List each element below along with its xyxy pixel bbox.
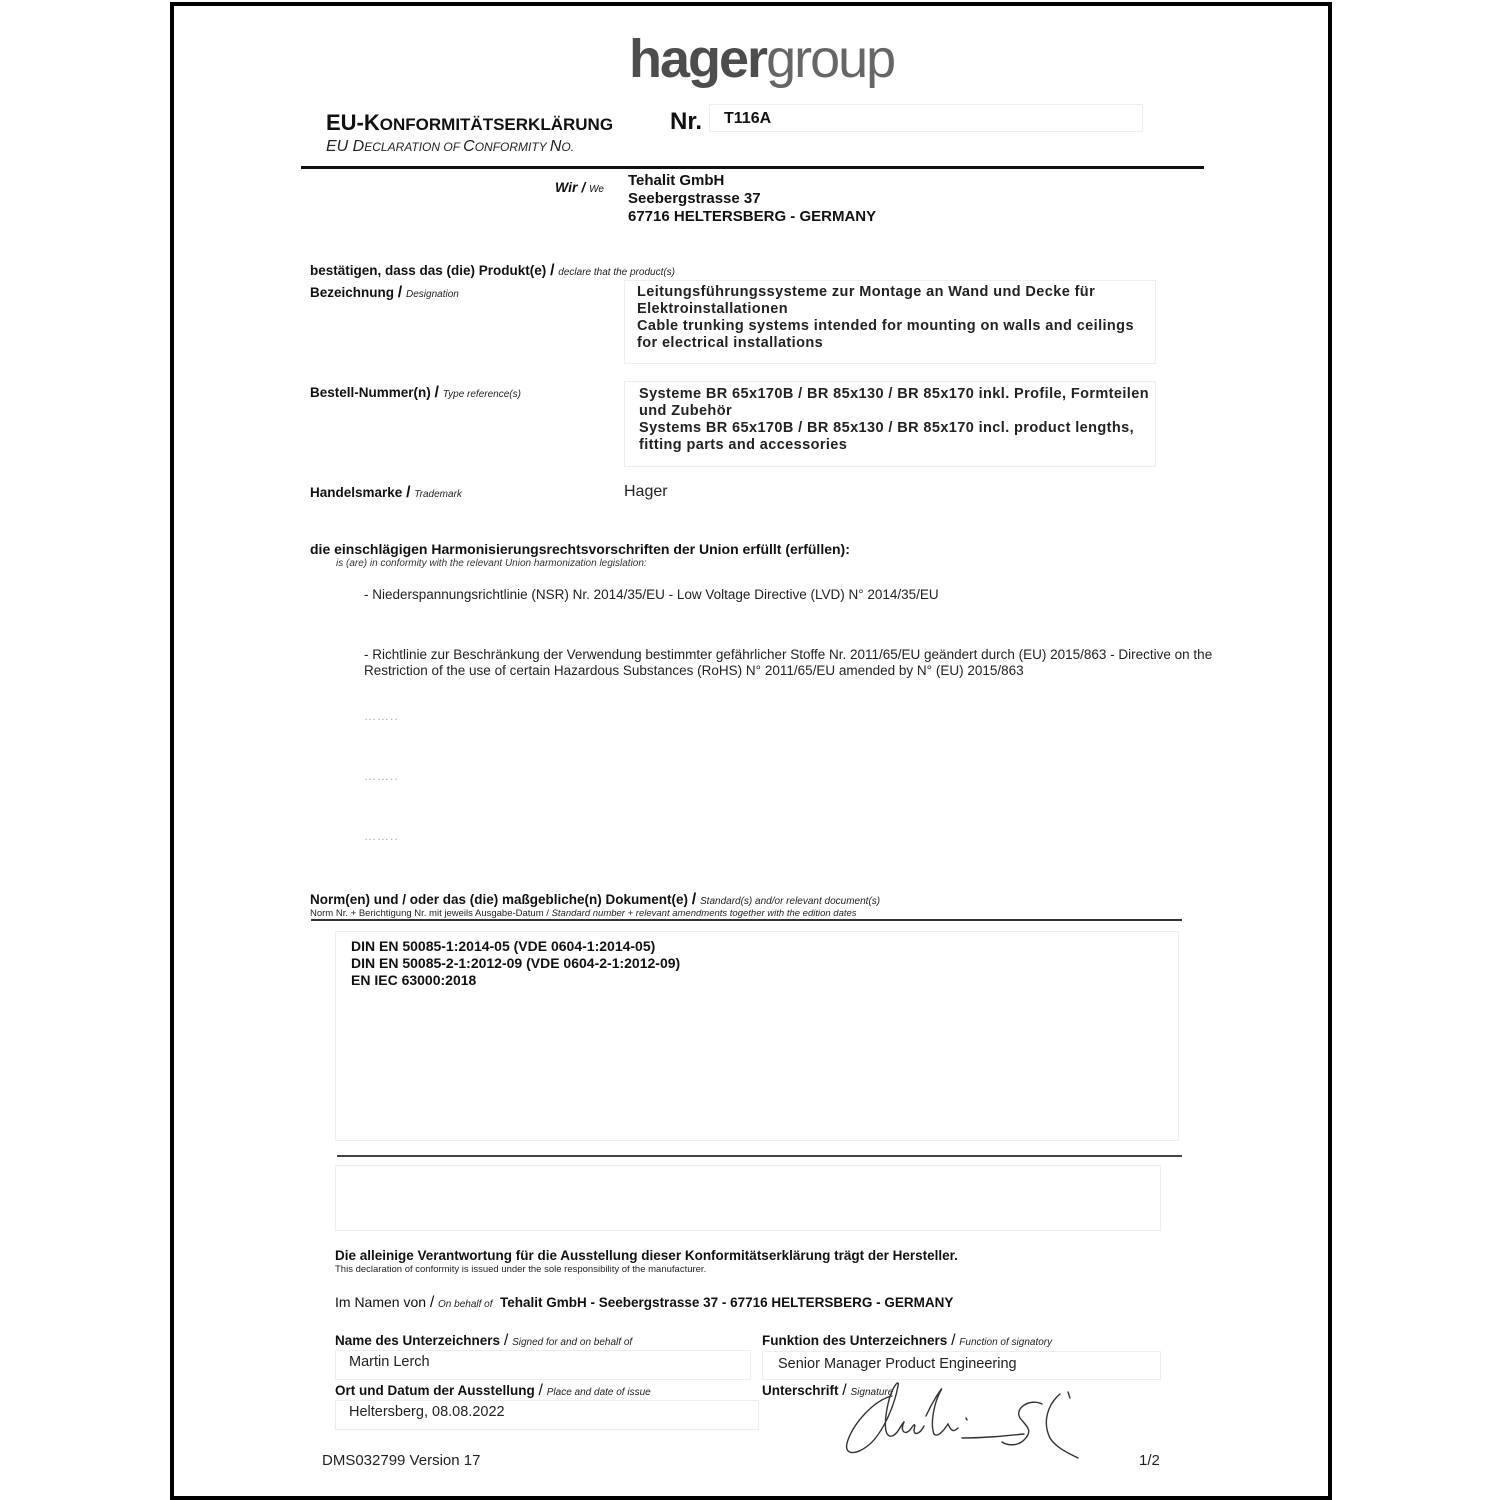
- legislation-placeholder: ……..: [364, 709, 399, 723]
- signatory-function-label-de: Funktion des Unterzeichners: [762, 1333, 948, 1348]
- place-date-label-de: Ort und Datum der Ausstellung: [335, 1383, 535, 1398]
- signatory-name-label: Name des Unterzeichners / Signed for and on behalf of: [335, 1332, 633, 1349]
- responsibility-statement: Die alleinige Verantwortung für die Ausstellung dieser Konformitätserklärung trägt der Hersteller.: [335, 1248, 958, 1263]
- type-reference-label: Bestell-Nummer(n) / Type reference(s): [310, 384, 521, 401]
- on-behalf-line: Im Namen von / On behalf of Tehalit GmbH - Seebergstrasse 37 - 67716 HELTERSBERG - GERMANY: [335, 1294, 954, 1311]
- type-reference-line: fitting parts and accessories: [639, 437, 848, 453]
- type-reference-text: [639, 386, 1159, 454]
- designation-line: Leitungsführungssysteme zur Montage an Wand und Decke für: [637, 284, 1096, 300]
- page-number: 1/2: [1139, 1452, 1160, 1469]
- on-behalf-label-en: On behalf of: [438, 1299, 493, 1310]
- on-behalf-value: Tehalit GmbH - Seebergstrasse 37 - 67716 HELTERSBERG - GERMANY: [500, 1295, 954, 1310]
- document-page: [170, 2, 1332, 1500]
- manufacturer-city: 67716 HELTERSBERG - GERMANY: [628, 208, 877, 225]
- standards-subheading: [310, 908, 857, 919]
- signatory-name-label-en: Signed for and on behalf of: [512, 1337, 633, 1348]
- subtitle-part: EU D: [326, 138, 365, 155]
- lower-divider: [337, 1155, 1182, 1157]
- type-reference-line: Systeme BR 65x170B / BR 85x130 / BR 85x170 inkl. Profile, Formteilen: [639, 386, 1149, 402]
- declaration-number: T116A: [724, 110, 772, 127]
- designation-label-en: Designation: [406, 289, 459, 300]
- title-first: EU-K: [326, 110, 380, 135]
- manufacturer-address: [628, 172, 1028, 226]
- hagergroup-logo: [629, 28, 894, 90]
- trademark-label-en: Trademark: [414, 489, 462, 500]
- designation-line: for electrical installations: [637, 335, 824, 351]
- signature-label-de: Unterschrift: [762, 1383, 839, 1398]
- legislation-placeholder: ……..: [364, 769, 399, 783]
- signatory-name-label-de: Name des Unterzeichners: [335, 1333, 501, 1348]
- legislation-item-lvd: - Niederspannungsrichtlinie (NSR) Nr. 2014/35/EU - Low Voltage Directive (LVD) N° 2014/35/EU: [364, 587, 939, 602]
- we-label-de: Wir: [555, 179, 578, 195]
- type-reference-line: und Zubehör: [639, 403, 732, 419]
- standard-item: EN IEC 63000:2018: [351, 972, 477, 988]
- type-reference-label-en: Type reference(s): [442, 389, 521, 400]
- subtitle-part: ECLARATION OF: [364, 140, 464, 154]
- number-label: Nr.: [670, 108, 703, 135]
- legislation-item-rohs: - Richtlinie zur Beschränkung der Verwendung bestimmter gefährlicher Stoffe Nr. 2011/65/EU geändert durch (EU) 2015/863 - Directive on the Restriction of the use of certain Hazardous Substances (RoHS) N° 2011/65/EU amended by N° (EU) 2015/863: [364, 647, 1213, 678]
- responsibility-statement-en: This declaration of conformity is issued under the sole responsibility of the manufacturer.: [335, 1264, 707, 1275]
- trademark-value: Hager: [624, 483, 668, 500]
- place-date-label: Ort und Datum der Ausstellung / Place and date of issue: [335, 1382, 651, 1399]
- on-behalf-label-de: Im Namen von: [335, 1294, 427, 1310]
- product-intro: bestätigen, dass das (die) Produkt(e) / declare that the product(s): [310, 262, 676, 279]
- designation-label-de: Bezeichnung: [310, 285, 395, 300]
- legislation-heading: die einschlägigen Harmonisierungsrechtsvorschriften der Union erfüllt (erfüllen):: [310, 541, 850, 557]
- we-label-en: We: [589, 184, 604, 195]
- logo-bold-part: hager: [629, 29, 767, 89]
- standards-list: [351, 938, 1151, 989]
- legislation-placeholder: ……..: [364, 829, 399, 843]
- trademark-label: Handelsmarke / Trademark: [310, 484, 462, 501]
- standards-heading: Norm(en) und / oder das (die) maßgebliche(n) Dokument(e) / Standard(s) and/or relevant document(s): [310, 891, 881, 908]
- type-reference-line: Systems BR 65x170B / BR 85x130 / BR 85x170 incl. product lengths,: [639, 420, 1135, 436]
- trademark-label-de: Handelsmarke: [310, 485, 403, 500]
- signature-label-en: Signature: [850, 1387, 894, 1398]
- subtitle-part: C: [463, 138, 475, 155]
- additional-info-field: [335, 1165, 1161, 1231]
- manufacturer-name: Tehalit GmbH: [628, 172, 725, 189]
- designation-label: Bezeichnung / Designation: [310, 284, 459, 301]
- product-intro-de: bestätigen, dass das (die) Produkt(e): [310, 263, 547, 278]
- designation-line: Cable trunking systems intended for mounting on walls and ceilings: [637, 318, 1134, 334]
- document-title: [326, 110, 613, 136]
- manufacturer-street: Seebergstrasse 37: [628, 190, 761, 207]
- subtitle-part: ONFORMITY: [474, 140, 550, 154]
- subtitle-part: O.: [561, 140, 575, 154]
- signatory-name: Martin Lerch: [349, 1354, 430, 1370]
- logo-light-part: group: [766, 29, 895, 89]
- subtitle-part: N: [549, 138, 562, 155]
- standard-item: DIN EN 50085-1:2014-05 (VDE 0604-1:2014-05): [351, 938, 656, 954]
- designation-text: [637, 284, 1157, 352]
- signatory-function-label: Funktion des Unterzeichners / Function of signatory: [762, 1332, 1053, 1349]
- product-intro-en: declare that the product(s): [558, 267, 676, 278]
- standards-sub-en: Standard number + relevant amendments together with the edition dates: [551, 908, 857, 919]
- header-divider: [301, 166, 1204, 169]
- document-id: DMS032799 Version 17: [322, 1452, 481, 1469]
- standards-sub-de: Norm Nr. + Berichtigung Nr. mit jeweils Ausgabe-Datum /: [310, 908, 549, 919]
- standards-heading-en: Standard(s) and/or relevant document(s): [700, 896, 881, 907]
- handwritten-signature-icon: [834, 1378, 1094, 1468]
- signatory-function: Senior Manager Product Engineering: [778, 1356, 1017, 1372]
- legislation-heading-en: is (are) in conformity with the relevant Union harmonization legislation:: [336, 558, 647, 569]
- designation-line: Elektroinstallationen: [637, 301, 789, 317]
- standard-item: DIN EN 50085-2-1:2012-09 (VDE 0604-2-1:2012-09): [351, 955, 681, 971]
- place-date-label-en: Place and date of issue: [546, 1387, 651, 1398]
- standards-heading-de: Norm(en) und / oder das (die) maßgebliche(n) Dokument(e): [310, 892, 689, 907]
- place-date: Heltersberg, 08.08.2022: [349, 1404, 505, 1420]
- document-subtitle: [326, 138, 574, 156]
- we-label: Wir / We: [555, 179, 604, 195]
- type-reference-label-de: Bestell-Nummer(n): [310, 385, 431, 400]
- standards-divider: [311, 919, 1182, 921]
- title-smallcaps: ONFORMITÄTSERKLÄRUNG: [379, 115, 614, 134]
- signatory-function-label-en: Function of signatory: [959, 1337, 1053, 1348]
- signature-label: Unterschrift / Signature: [762, 1382, 894, 1399]
- declaration-number-field: [709, 104, 1143, 132]
